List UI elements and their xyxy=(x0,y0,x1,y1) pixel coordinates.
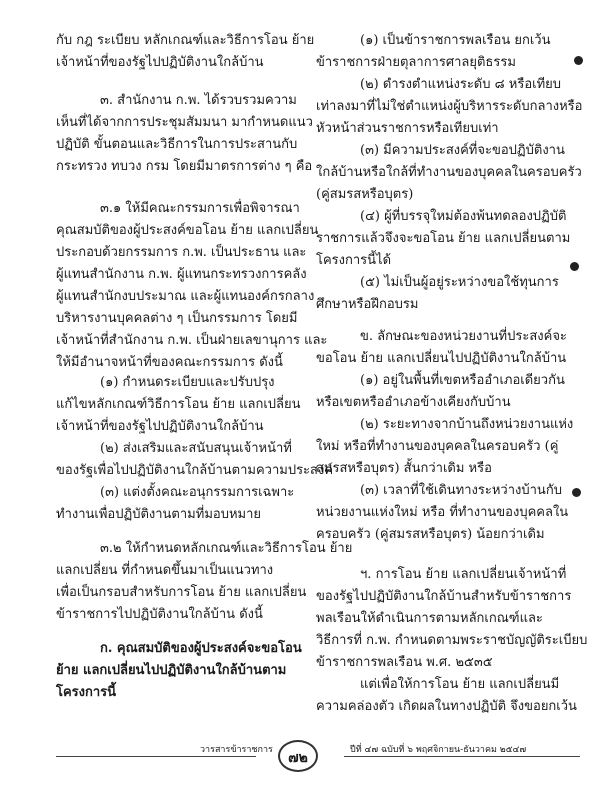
text-line: ข. ลักษณะของหน่วยงานที่ประสงค์จะ xyxy=(360,329,567,344)
text-line: หรือเขตหรืออำเภอข้างเคียงกับบ้าน xyxy=(316,395,511,410)
committee-duties-list xyxy=(56,372,334,526)
section-3-paragraph xyxy=(56,90,313,178)
text-line: (๑) เป็นข้าราชการพลเรือน ยกเว้น xyxy=(360,33,551,48)
text-line: (๕) ไม่เป็นผู้อยู่ระหว่างขอใช้ทุนการ xyxy=(360,275,559,290)
section-3-1-paragraph xyxy=(56,198,328,374)
margin-ink-mark xyxy=(570,262,579,271)
text-line: ทำงานเพื่อปฏิบัติงานตามที่มอบหมาย xyxy=(56,507,261,522)
text-line: ผู้แทนสำนักงาน ก.พ. ผู้แทนกระทรวงการคลัง xyxy=(56,267,307,282)
text-line: เห็นที่ได้จากการประชุมสัมมนา มากำหนดแนว xyxy=(56,115,313,130)
text-line: แก้ไขหลักเกณฑ์วิธีการโอน ย้าย แลกเปลี่ยน xyxy=(56,397,301,412)
text-line: เจ้าหน้าที่สำนักงาน ก.พ. เป็นฝ่ายเลขานุการ และ xyxy=(56,333,328,348)
page-footer xyxy=(56,740,580,774)
text-line: ของรัฐไปปฏิบัติงานใกล้บ้านสำหรับข้าราชการ xyxy=(316,589,572,604)
text-line: พลเรือนให้ดำเนินการตามหลักเกณฑ์และ xyxy=(316,611,543,626)
qualification-heading xyxy=(56,638,308,704)
text-line: กระทรวง ทบวง กรม โดยมีมาตรการต่าง ๆ คือ xyxy=(56,159,313,174)
text-line: กับ กฎ ระเบียบ หลักเกณฑ์และวิธีการโอน ย้าย xyxy=(56,33,315,48)
text-line: ๓.๒ ให้กำหนดหลักเกณฑ์และวิธีการโอน ย้าย xyxy=(100,541,353,556)
qualification-list xyxy=(316,30,583,316)
left-paragraph-intro xyxy=(56,30,315,74)
text-line: ปฏิบัติ ขั้นตอนและวิธีการในการประสานกับ xyxy=(56,137,298,152)
text-line: โครงการนี้ได้ xyxy=(316,253,392,268)
text-line: สมรสหรือบุตร) สั้นกว่าเดิม หรือ xyxy=(316,461,492,476)
text-line: โครงการนี้ xyxy=(56,685,117,700)
text-line: ของรัฐเพื่อไปปฏิบัติงานใกล้บ้านตามความประสงค์ xyxy=(56,463,334,478)
text-line: ประกอบด้วยกรรมการ ก.พ. เป็นประธาน และ xyxy=(56,245,307,260)
text-line: (๑) อยู่ในพื้นที่เขตหรืออำเภอเดียวกัน xyxy=(360,373,565,388)
text-line: เจ้าหน้าที่ของรัฐไปปฏิบัติงานใกล้บ้าน xyxy=(56,55,264,70)
footer-rule-left xyxy=(56,756,256,757)
text-line: ความคล่องตัว เกิดผลในทางปฏิบัติ จึงขอยกเว้น xyxy=(316,699,577,714)
text-line: ย้าย แลกเปลี่ยนไปปฏิบัติงานใกล้บ้านตาม xyxy=(56,663,287,678)
margin-ink-mark xyxy=(574,56,583,65)
text-line: ๓.๑ ให้มีคณะกรรมการเพื่อพิจารณา xyxy=(100,201,300,216)
text-line: ให้มีอำนาจหน้าที่ของคณะกรรมการ ดังนี้ xyxy=(56,355,283,370)
journal-name: วารสารข้าราชการ xyxy=(196,744,277,756)
text-line: (๑) กำหนดระเบียบและปรับปรุง xyxy=(100,375,275,390)
text-line: (๓) เวลาที่ใช้เดินทางระหว่างบ้านกับ xyxy=(360,483,562,498)
text-line: เท่าลงมาที่ไม่ใช่ตำแหน่งผู้บริหารระดับกลางหรือ xyxy=(316,99,583,114)
text-line: หัวหน้าส่วนราชการหรือเทียบเท่า xyxy=(316,121,499,136)
transfer-procedure-paragraph xyxy=(316,564,588,718)
text-line: ๓. สำนักงาน ก.พ. ได้รวบรวมความ xyxy=(100,93,297,108)
text-line: หน่วยงานแห่งใหม่ หรือ ที่ทำงานของบุคคลใน xyxy=(316,505,569,520)
page-number: ๗๒ xyxy=(278,740,318,772)
text-line: (๔) ผู้ที่บรรจุใหม่ต้องพ้นทดลองปฏิบัติ xyxy=(360,209,567,224)
text-line: ฯ. การโอน ย้าย แลกเปลี่ยนเจ้าหน้าที่ xyxy=(360,567,567,582)
text-line: ก. คุณสมบัติของผู้ประสงค์จะขอโอน xyxy=(100,641,302,656)
text-line: บริหารงานบุคคลต่าง ๆ เป็นกรรมการ โดยมี xyxy=(56,311,298,326)
text-line: ศึกษาหรือฝึกอบรม xyxy=(316,297,419,312)
text-line: ราชการแล้วจึงจะขอโอน ย้าย แลกเปลี่ยนตาม xyxy=(316,231,571,246)
text-line: ครอบครัว (คู่สมรสหรือบุตร) น้อยกว่าเดิม xyxy=(316,527,545,542)
text-line: เพื่อเป็นกรอบสำหรับการโอน ย้าย แลกเปลี่ยน xyxy=(56,585,307,600)
text-line: คุณสมบัติของผู้ประสงค์ขอโอน ย้าย แลกเปลี่ยน xyxy=(56,223,319,238)
margin-ink-mark xyxy=(572,488,581,497)
text-line: ใกล้บ้านหรือใกล้ที่ทำงานของบุคคลในครอบครัว xyxy=(316,165,582,180)
text-line: ข้าราชการไปปฏิบัติงานใกล้บ้าน ดังนี้ xyxy=(56,607,263,622)
text-line: (๓) มีความประสงค์ที่จะขอปฏิบัติงาน xyxy=(360,143,565,158)
text-line: (คู่สมรสหรือบุตร) xyxy=(316,187,414,202)
text-line: ใหม่ หรือที่ทำงานของบุคคลในครอบครัว (คู่ xyxy=(316,439,559,454)
text-line: วิธีการที่ ก.พ. กำหนดตามพระราชบัญญัติระเบียบ xyxy=(316,633,588,648)
text-line: (๒) ดำรงตำแหน่งระดับ ๘ หรือเทียบ xyxy=(360,77,562,92)
text-line: (๓) แต่งตั้งคณะอนุกรรมการเฉพาะ xyxy=(100,485,295,500)
footer-rule-right xyxy=(344,756,580,757)
text-line: (๒) ส่งเสริมและสนับสนุนเจ้าหน้าที่ xyxy=(100,441,292,456)
section-3-2-paragraph xyxy=(56,538,353,626)
text-line: ผู้แทนสำนักงบประมาณ และผู้แทนองค์กรกลาง xyxy=(56,289,315,304)
text-line: เจ้าหน้าที่ของรัฐไปปฏิบัติงานใกล้บ้าน xyxy=(56,419,264,434)
text-line: ข้าราชการพลเรือน พ.ศ. ๒๕๓๕ xyxy=(316,655,493,670)
text-line: แลกเปลี่ยน ที่กำหนดขึ้นมาเป็นแนวทาง xyxy=(56,563,274,578)
workplace-characteristics xyxy=(316,326,574,546)
text-line: แต่เพื่อให้การโอน ย้าย แลกเปลี่ยนมี xyxy=(360,677,560,692)
text-line: ข้าราชการฝ่ายตุลาการศาลยุติธรรม xyxy=(316,55,516,70)
issue-info: ปีที่ ๔๗ ฉบับที่ ๖ พฤศจิกายน-ธันวาคม ๒๕๔๗ xyxy=(346,744,530,756)
text-line: (๒) ระยะทางจากบ้านถึงหน่วยงานแห่ง xyxy=(360,417,574,432)
text-line: ขอโอน ย้าย แลกเปลี่ยนไปปฏิบัติงานใกล้บ้าน xyxy=(316,351,567,366)
